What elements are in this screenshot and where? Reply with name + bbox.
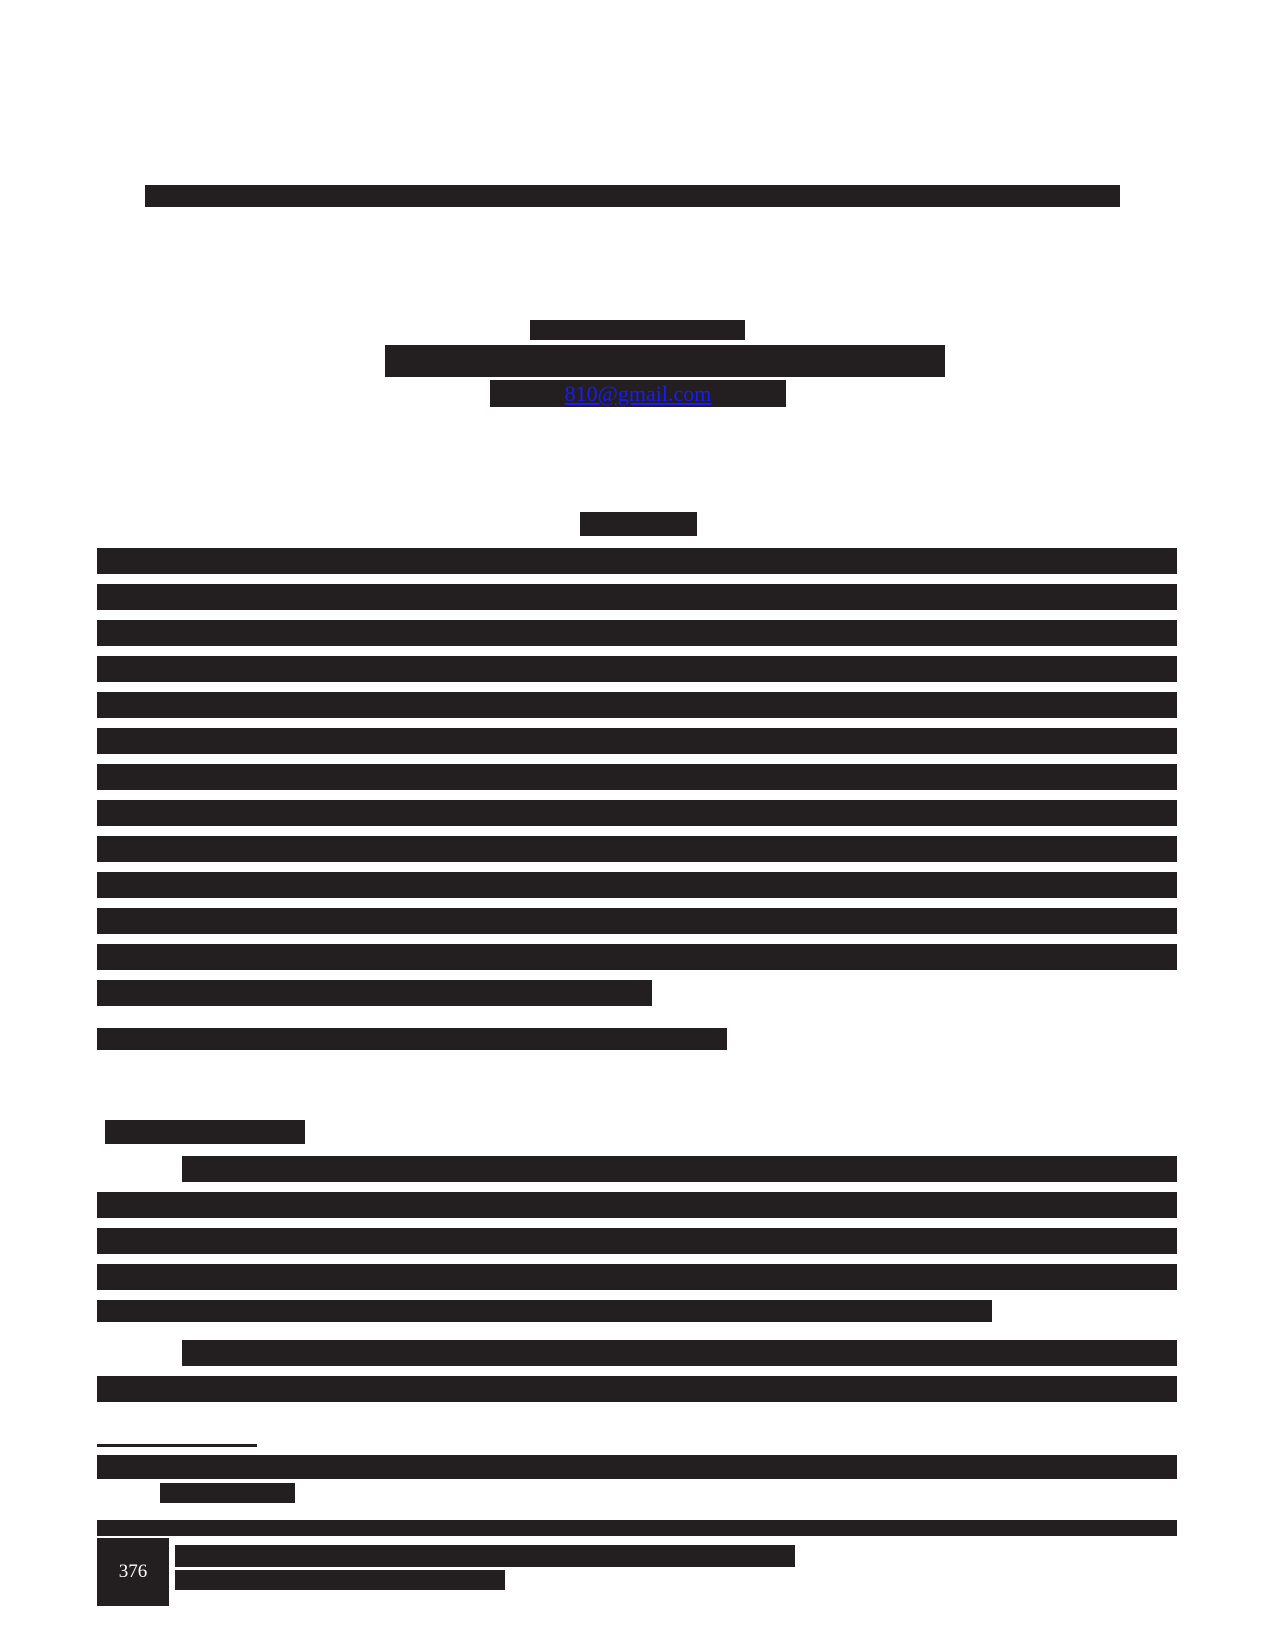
abstract-line <box>97 908 1177 934</box>
abstract-line <box>97 656 1177 682</box>
footer-rule <box>97 1520 1177 1536</box>
abstract-line <box>97 836 1177 862</box>
body-line <box>97 1192 1177 1218</box>
page-number: 376 <box>97 1538 169 1606</box>
abstract-heading <box>580 512 697 536</box>
footer-journal-line <box>175 1570 505 1590</box>
abstract-line <box>97 800 1177 826</box>
abstract-line <box>97 692 1177 718</box>
body-line <box>182 1156 1177 1182</box>
footnote-line <box>97 1455 1177 1479</box>
abstract-line <box>97 584 1177 610</box>
body-line <box>97 1376 1177 1402</box>
author-affiliation <box>385 345 945 377</box>
abstract-line <box>97 980 652 1006</box>
footnote-rule <box>97 1444 257 1447</box>
abstract-line <box>97 728 1177 754</box>
author-email-link[interactable]: 810@gmail.com <box>490 380 786 407</box>
body-line <box>97 1300 992 1322</box>
paper-title <box>145 185 1120 207</box>
body-line <box>97 1264 1177 1290</box>
abstract-line <box>97 548 1177 574</box>
keywords-line <box>97 1028 727 1050</box>
body-line <box>97 1228 1177 1254</box>
author-name <box>530 320 745 340</box>
abstract-line <box>97 620 1177 646</box>
footer-journal-line <box>175 1545 795 1567</box>
body-line <box>182 1340 1177 1366</box>
footnote-line <box>160 1483 295 1503</box>
abstract-line <box>97 764 1177 790</box>
section-heading-introduction <box>105 1120 305 1144</box>
abstract-line <box>97 944 1177 970</box>
abstract-line <box>97 872 1177 898</box>
